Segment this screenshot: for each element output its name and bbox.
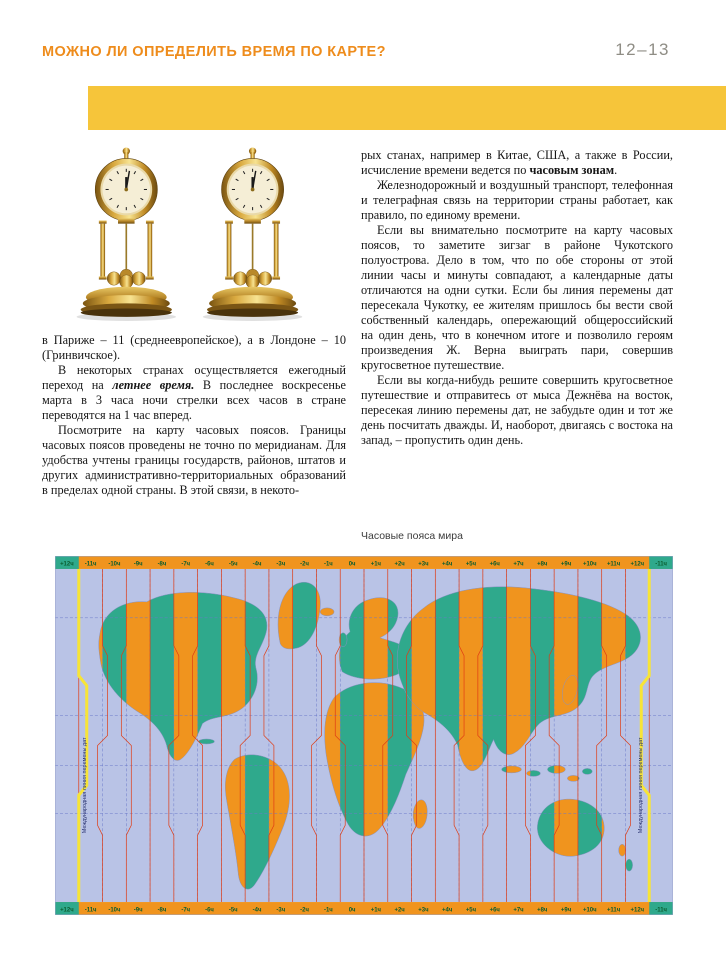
zone-label: -6ч <box>205 907 214 914</box>
zone-label: +11ч <box>606 561 621 568</box>
zone-label: +8ч <box>537 561 548 568</box>
page-numbers: 12–13 <box>615 40 670 59</box>
zone-label: +12ч <box>630 561 645 568</box>
zone-label: -3ч <box>276 561 286 568</box>
zone-label: +12ч <box>60 907 74 914</box>
decorative-band <box>88 86 726 130</box>
timezone-map <box>55 556 673 915</box>
zone-label: +10ч <box>583 561 597 568</box>
clocks-photo <box>42 146 346 322</box>
paragraph: Железнодорожный и воздушный транспорт, телефонная и телеграфная связь на территории страны работает, как правило, по единому времени. <box>361 178 673 222</box>
zone-label: +2ч <box>394 907 405 914</box>
zone-label: -2ч <box>300 907 309 914</box>
zone-label: -4ч <box>252 907 262 914</box>
paragraph: Посмотрите на карту часовых поясов. Границы часовых поясов проведены не точно по меридианам. Для удобства учтены границы государств, районов, штатов и других административно-территориальных образований в пределах одной страны. В этой связи, в некото- <box>42 423 346 497</box>
paragraph: в Париже – 11 (среднеевропейское), а в Лондоне – 10 (Гринвичское). <box>42 333 346 362</box>
paragraph: рых станах, например в Китае, США, а также в России, исчисление времени ведется по часовым зонам. <box>361 148 673 177</box>
zone-label: +5ч <box>465 907 477 914</box>
date-line-label: Международная линия перемены дат <box>81 737 88 834</box>
anniversary-clocks-image <box>66 146 316 322</box>
zone-label: 0ч <box>348 561 356 568</box>
right-column-text <box>361 148 673 448</box>
zone-label: -6ч <box>205 561 214 568</box>
zone-label: -8ч <box>157 907 167 914</box>
zone-label: +12ч <box>630 907 645 914</box>
zone-label: +9ч <box>560 561 572 568</box>
zone-label: -1ч <box>323 907 333 914</box>
zone-label: -10ч <box>108 561 121 568</box>
zone-label: +5ч <box>465 561 477 568</box>
zone-label: -4ч <box>252 561 262 568</box>
zone-label: -11ч <box>655 561 667 568</box>
zone-label: -1ч <box>323 561 333 568</box>
zone-label: +10ч <box>583 907 597 914</box>
zone-label: +4ч <box>442 561 453 568</box>
right-column <box>361 148 673 448</box>
zone-label: +7ч <box>513 907 524 914</box>
zone-label: +11ч <box>606 907 621 914</box>
paragraph: Если вы внимательно посмотрите на карту часовых поясов, то заметите зигзаг в районе Чукотского полуострова. Дело в том, что по обе стороны от этой линии часы и минуты совпадают, а календарные даты отличаются на одни сутки. Если бы линия перемены дат пересекала Чукотку, ее жителям пришлось бы вести свой собственный календарь, опережающий общероссийский на один день, что в конечном итоге и позволило героям произведения Ж. Верна выиграть пари, совершив кругосветное путешествие. <box>361 223 673 372</box>
timezone-map-image <box>55 556 673 915</box>
zone-label: +3ч <box>418 907 429 914</box>
zone-label: -2ч <box>300 561 309 568</box>
left-column-text <box>42 333 346 498</box>
zone-label: +6ч <box>489 561 500 568</box>
zone-label: +1ч <box>370 907 382 914</box>
zone-label: -5ч <box>228 561 238 568</box>
zone-label: +3ч <box>418 561 429 568</box>
zone-label: -11ч <box>84 907 97 914</box>
zone-label: -11ч <box>84 561 97 568</box>
zone-label: +9ч <box>560 907 572 914</box>
paragraph: Если вы когда-нибудь решите совершить кругосветное путешествие и отправитесь от мыса Дежнёва на восток, пересекая линию перемены дат, не забудьте один и тот же день посчитать дважды. И, наоборот, двигаясь с востока на запад, – пропустить один день. <box>361 373 673 447</box>
zone-label: +12ч <box>60 561 74 568</box>
zone-label: -10ч <box>108 907 121 914</box>
date-line-label: Международная линия перемены дат <box>638 737 645 834</box>
zone-label: -7ч <box>181 907 191 914</box>
map-caption: Часовые пояса мира <box>361 530 463 542</box>
zone-label: -7ч <box>181 561 191 568</box>
zone-label: -9ч <box>133 561 143 568</box>
zone-label: -9ч <box>133 907 143 914</box>
page-title: МОЖНО ЛИ ОПРЕДЕЛИТЬ ВРЕМЯ ПО КАРТЕ? <box>42 44 386 60</box>
zone-label: +7ч <box>513 561 524 568</box>
left-column <box>42 146 346 498</box>
paragraph: В некоторых странах осуществляется ежегодный переход на летнее время. В последнее воскресенье марта в 3 часа ночи стрелки всех часов в стране переводятся на 1 час вперед. <box>42 363 346 422</box>
zone-label: +4ч <box>442 907 453 914</box>
zone-label: +2ч <box>394 561 405 568</box>
zone-label: +6ч <box>489 907 500 914</box>
zone-label: -3ч <box>276 907 286 914</box>
zone-label: -5ч <box>228 907 238 914</box>
zone-label: +1ч <box>370 561 382 568</box>
zone-label: -8ч <box>157 561 167 568</box>
zone-label: +8ч <box>537 907 548 914</box>
zone-label: -11ч <box>655 907 667 914</box>
zone-label: 0ч <box>348 907 356 914</box>
